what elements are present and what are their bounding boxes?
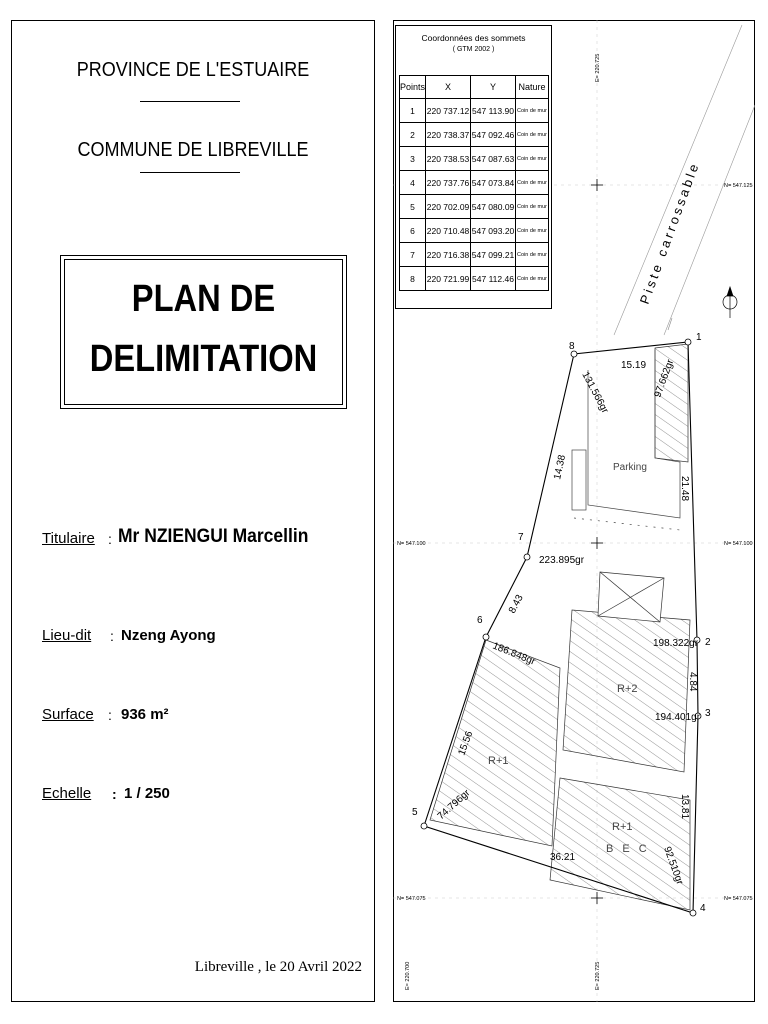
table-row xyxy=(400,147,549,171)
vertex-2: 2 xyxy=(705,637,711,648)
cell-nature: Coin de mur xyxy=(516,219,549,243)
cell-point: 8 xyxy=(400,267,426,291)
grid-label-e-top: E= 220.725 xyxy=(595,53,601,82)
info-panel xyxy=(11,20,375,1002)
cell-x: 220 737.76 xyxy=(426,171,471,195)
table-row xyxy=(400,219,549,243)
cell-y: 547 093.20 xyxy=(471,219,516,243)
province-heading: PROVINCE DE L'ESTUAIRE xyxy=(76,59,310,81)
cell-y: 547 087.63 xyxy=(471,147,516,171)
distance-2-3: 4.84 xyxy=(687,672,698,692)
grid-label-n100-left: N= 547.100 xyxy=(397,541,426,547)
vertex-8: 8 xyxy=(569,341,575,352)
cell-x: 220 738.37 xyxy=(426,123,471,147)
table-subtitle: ( GTM 2002 ) xyxy=(452,46,495,53)
angle-5: 74.796gr xyxy=(435,787,473,823)
titulaire-label: Titulaire xyxy=(42,530,95,547)
grid-label-e-bottom-1: E= 220.700 xyxy=(405,961,411,990)
angle-4: 92.510gr xyxy=(661,845,686,887)
area-r2: R+2 xyxy=(617,683,638,695)
distance-1-2: 21.48 xyxy=(679,476,690,502)
table-row xyxy=(400,195,549,219)
lieu-dit-colon: : xyxy=(110,628,114,644)
echelle-value: 1 / 250 xyxy=(124,785,170,802)
cell-y: 547 092.46 xyxy=(471,123,516,147)
divider xyxy=(140,101,240,102)
distance-7-8: 14.38 xyxy=(552,453,569,481)
title-line-2: DELIMITATION xyxy=(89,338,318,380)
titulaire-colon: : xyxy=(108,531,112,547)
distance-4-5: 36.21 xyxy=(550,852,576,863)
cell-x: 220 702.09 xyxy=(426,195,471,219)
cell-point: 6 xyxy=(400,219,426,243)
coordinates-table xyxy=(395,25,552,309)
surface-label: Surface xyxy=(42,706,94,723)
commune-heading: COMMUNE DE LIBREVILLE xyxy=(77,139,309,161)
echelle-colon: : xyxy=(112,786,117,802)
table-row xyxy=(400,243,549,267)
cell-point: 1 xyxy=(400,99,426,123)
grid-label-n075-left: N= 547.075 xyxy=(397,896,426,902)
cell-nature: Coin de mur xyxy=(516,195,549,219)
title-frame xyxy=(60,255,347,409)
vertex-3: 3 xyxy=(705,708,711,719)
vertex-1: 1 xyxy=(696,332,702,343)
angle-6: 186.848gr xyxy=(490,640,537,668)
cell-nature: Coin de mur xyxy=(516,267,549,291)
area-parking: Parking xyxy=(613,462,647,473)
distance-3-4: 13.81 xyxy=(679,794,690,820)
titulaire-value: Mr NZIENGUI Marcellin xyxy=(118,526,309,547)
angle-3: 194.401gr xyxy=(655,712,701,723)
buildings xyxy=(430,344,690,910)
cell-point: 2 xyxy=(400,123,426,147)
table-row xyxy=(400,171,549,195)
distance-5-6: 15.56 xyxy=(456,729,476,758)
echelle-label: Echelle xyxy=(42,785,92,802)
cell-nature: Coin de mur xyxy=(516,243,549,267)
cell-nature: Coin de mur xyxy=(516,147,549,171)
table-row xyxy=(400,99,549,123)
cell-x: 220 710.48 xyxy=(426,219,471,243)
cell-point: 4 xyxy=(400,171,426,195)
cell-x: 220 738.53 xyxy=(426,147,471,171)
vertex-4: 4 xyxy=(700,903,706,914)
surface-value: 936 m² xyxy=(121,706,169,723)
cell-point: 5 xyxy=(400,195,426,219)
angle-1: 97.662gr xyxy=(652,358,677,400)
angle-7: 223.895gr xyxy=(539,555,585,566)
grid-label-n125: N= 547.125 xyxy=(724,183,753,189)
cell-x: 220 721.99 xyxy=(426,267,471,291)
distance-8-1: 15.19 xyxy=(621,360,647,371)
grid-label-n075-right: N= 547.075 xyxy=(724,896,753,902)
title-line-1: PLAN DE xyxy=(131,278,276,320)
place-date: Libreville , le 20 Avril 2022 xyxy=(194,959,362,975)
angle-8: 131.566gr xyxy=(579,370,611,416)
cell-point: 7 xyxy=(400,243,426,267)
coordinates-grid xyxy=(399,75,549,291)
table-header-row xyxy=(400,76,549,99)
cell-nature: Coin de mur xyxy=(516,123,549,147)
vertex-7: 7 xyxy=(518,532,524,543)
grid-label-n100-right: N= 547.100 xyxy=(724,541,753,547)
surface-colon: : xyxy=(108,707,112,723)
angle-2: 198.322gr xyxy=(653,638,699,649)
grid-label-e-bottom-2: E= 220.725 xyxy=(595,961,601,990)
cell-y: 547 099.21 xyxy=(471,243,516,267)
lieu-dit-value: Nzeng Ayong xyxy=(121,627,216,644)
col-header-points: Points xyxy=(400,76,426,99)
table-row xyxy=(400,123,549,147)
cell-point: 3 xyxy=(400,147,426,171)
area-bec: B E C xyxy=(606,843,650,855)
cell-y: 547 112.46 xyxy=(471,267,516,291)
vertex-6: 6 xyxy=(477,615,483,626)
plan-panel xyxy=(393,20,755,1002)
area-r1-left: R+1 xyxy=(488,755,509,767)
cell-x: 220 716.38 xyxy=(426,243,471,267)
distance-6-7: 8.43 xyxy=(506,593,526,616)
cell-nature: Coin de mur xyxy=(516,171,549,195)
cell-y: 547 113.90 xyxy=(471,99,516,123)
north-arrow-icon xyxy=(723,287,737,318)
road-label: Piste carrossable xyxy=(636,159,703,307)
vertex-5: 5 xyxy=(412,807,418,818)
cell-nature: Coin de mur xyxy=(516,99,549,123)
cell-y: 547 080.09 xyxy=(471,195,516,219)
table-row xyxy=(400,267,549,291)
lieu-dit-label: Lieu-dit xyxy=(42,627,92,644)
col-header-x: X xyxy=(426,76,471,99)
cell-y: 547 073.84 xyxy=(471,171,516,195)
col-header-y: Y xyxy=(471,76,516,99)
cell-x: 220 737.12 xyxy=(426,99,471,123)
table-title: Coordonnées des sommets xyxy=(421,33,526,43)
area-r1-right: R+1 xyxy=(612,821,633,833)
divider xyxy=(140,172,240,173)
col-header-nature: Nature xyxy=(516,76,549,99)
